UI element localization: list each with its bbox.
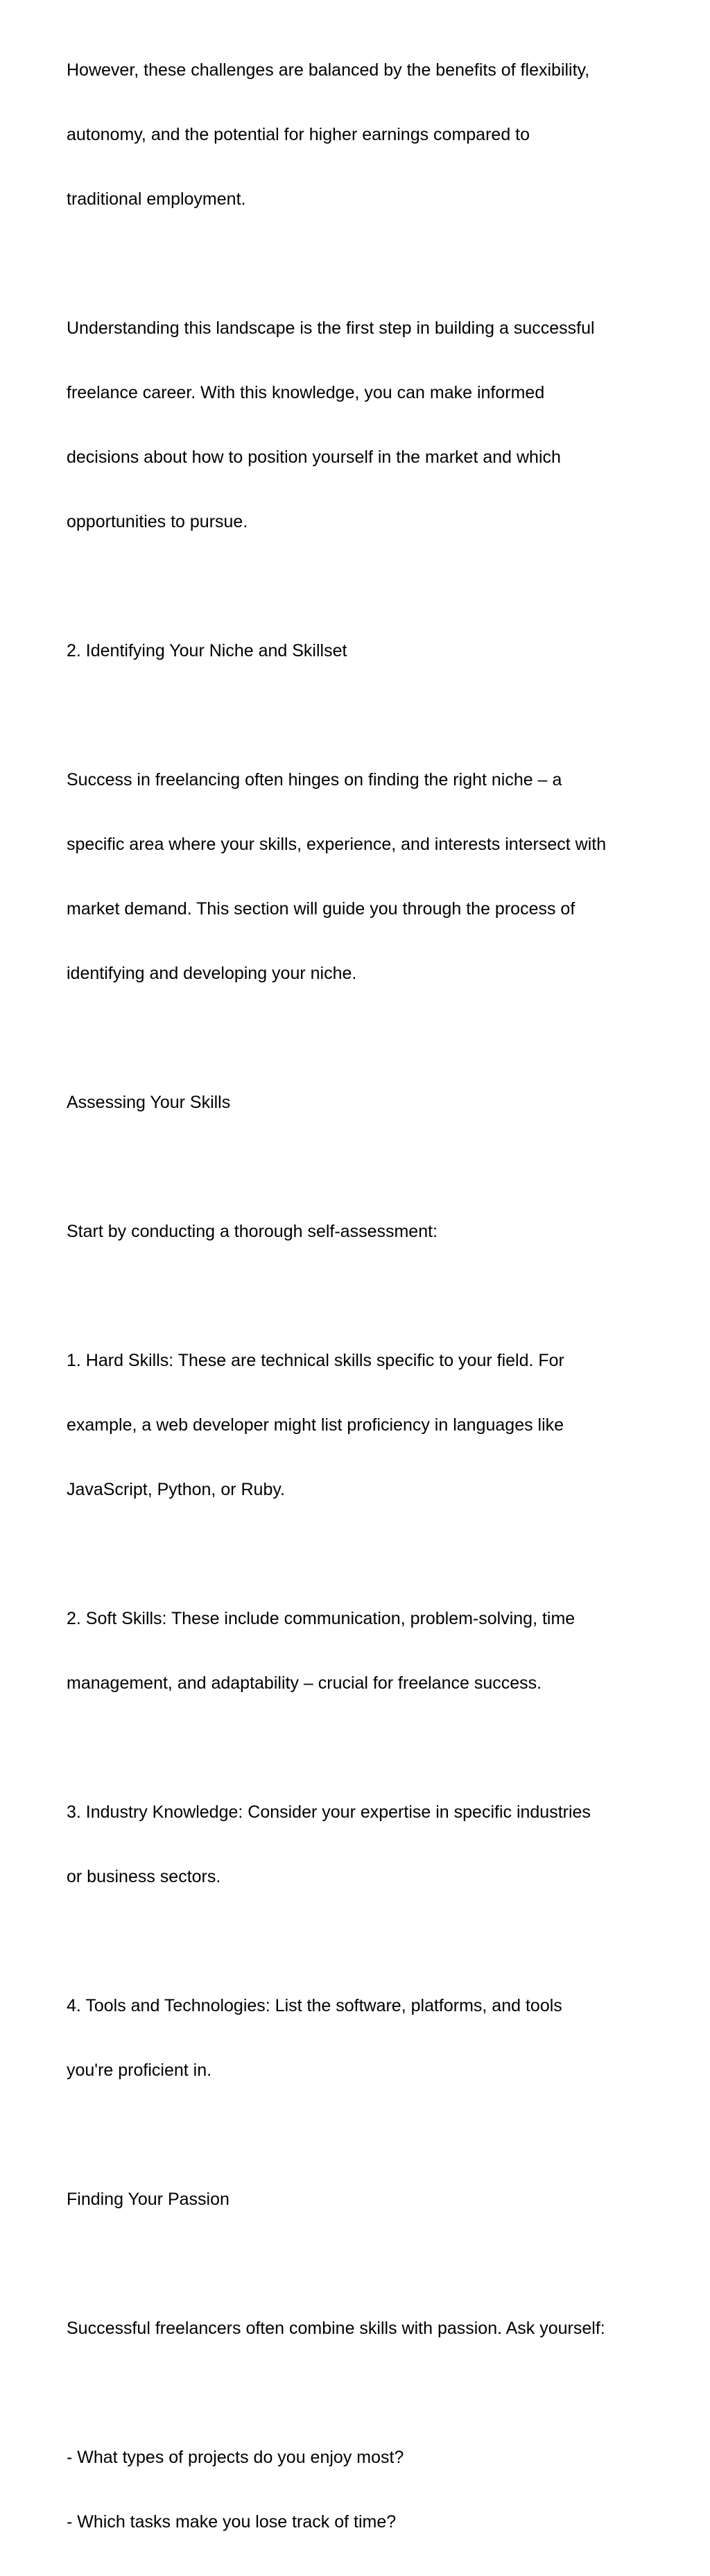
text-line: Successful freelancers often combine skills with passion. Ask yourself: xyxy=(67,2319,605,2338)
list-item-hard-skills xyxy=(67,1307,663,1544)
subheading-assessing-skills xyxy=(67,1049,663,1157)
text-line: Success in freelancing often hinges on finding the right niche – a xyxy=(67,770,562,790)
text-line: decisions about how to position yourself in the market and which xyxy=(67,447,561,467)
question-list xyxy=(67,2404,663,2576)
paragraph-self-assessment xyxy=(67,1178,663,1286)
text-line: However, these challenges are balanced by the benefits of flexibility, xyxy=(67,60,590,80)
paragraph-success-niche xyxy=(67,726,663,1027)
text-line: or business sectors. xyxy=(67,1867,221,1886)
text-line: example, a web developer might list proficiency in languages like xyxy=(67,1415,564,1435)
text-line: opportunities to pursue. xyxy=(67,512,248,531)
list-item-soft-skills xyxy=(67,1565,663,1737)
text-line: Understanding this landscape is the first step in building a successful xyxy=(67,318,595,338)
section-heading-niche xyxy=(67,597,663,705)
text-line: 3. Industry Knowledge: Consider your expertise in specific industries xyxy=(67,1802,591,1822)
paragraph-challenges-balanced xyxy=(67,17,663,253)
heading-text: Finding Your Passion xyxy=(67,2190,230,2209)
document-page xyxy=(67,17,663,2576)
list-item: - Which tasks make you lose track of time? xyxy=(67,2512,397,2532)
text-line: JavaScript, Python, or Ruby. xyxy=(67,1480,285,1499)
text-line: Start by conducting a thorough self-assessment: xyxy=(67,1222,438,1241)
paragraph-understanding-landscape xyxy=(67,275,663,576)
text-line: you're proficient in. xyxy=(67,2061,212,2080)
text-line: freelance career. With this knowledge, you can make informed xyxy=(67,383,545,402)
text-line: 4. Tools and Technologies: List the software, platforms, and tools xyxy=(67,1996,562,2015)
text-line: identifying and developing your niche. xyxy=(67,964,357,983)
list-item: - What types of projects do you enjoy most? xyxy=(67,2448,404,2467)
text-line: 2. Soft Skills: These include communication, problem-solving, time xyxy=(67,1609,575,1628)
text-line: autonomy, and the potential for higher earnings compared to xyxy=(67,125,530,144)
list-item-tools-technologies xyxy=(67,1952,663,2124)
heading-text: Assessing Your Skills xyxy=(67,1093,231,1112)
subheading-finding-passion xyxy=(67,2146,663,2253)
text-line: management, and adaptability – crucial for freelance success. xyxy=(67,1673,542,1693)
text-line: traditional employment. xyxy=(67,189,246,209)
text-line: 1. Hard Skills: These are technical skills specific to your field. For xyxy=(67,1351,564,1370)
paragraph-successful-freelancers xyxy=(67,2275,663,2382)
text-line: market demand. This section will guide you through the process of xyxy=(67,899,575,919)
heading-text: 2. Identifying Your Niche and Skillset xyxy=(67,641,347,660)
list-item-industry-knowledge xyxy=(67,1759,663,1931)
text-line: specific area where your skills, experience, and interests intersect with xyxy=(67,835,607,854)
